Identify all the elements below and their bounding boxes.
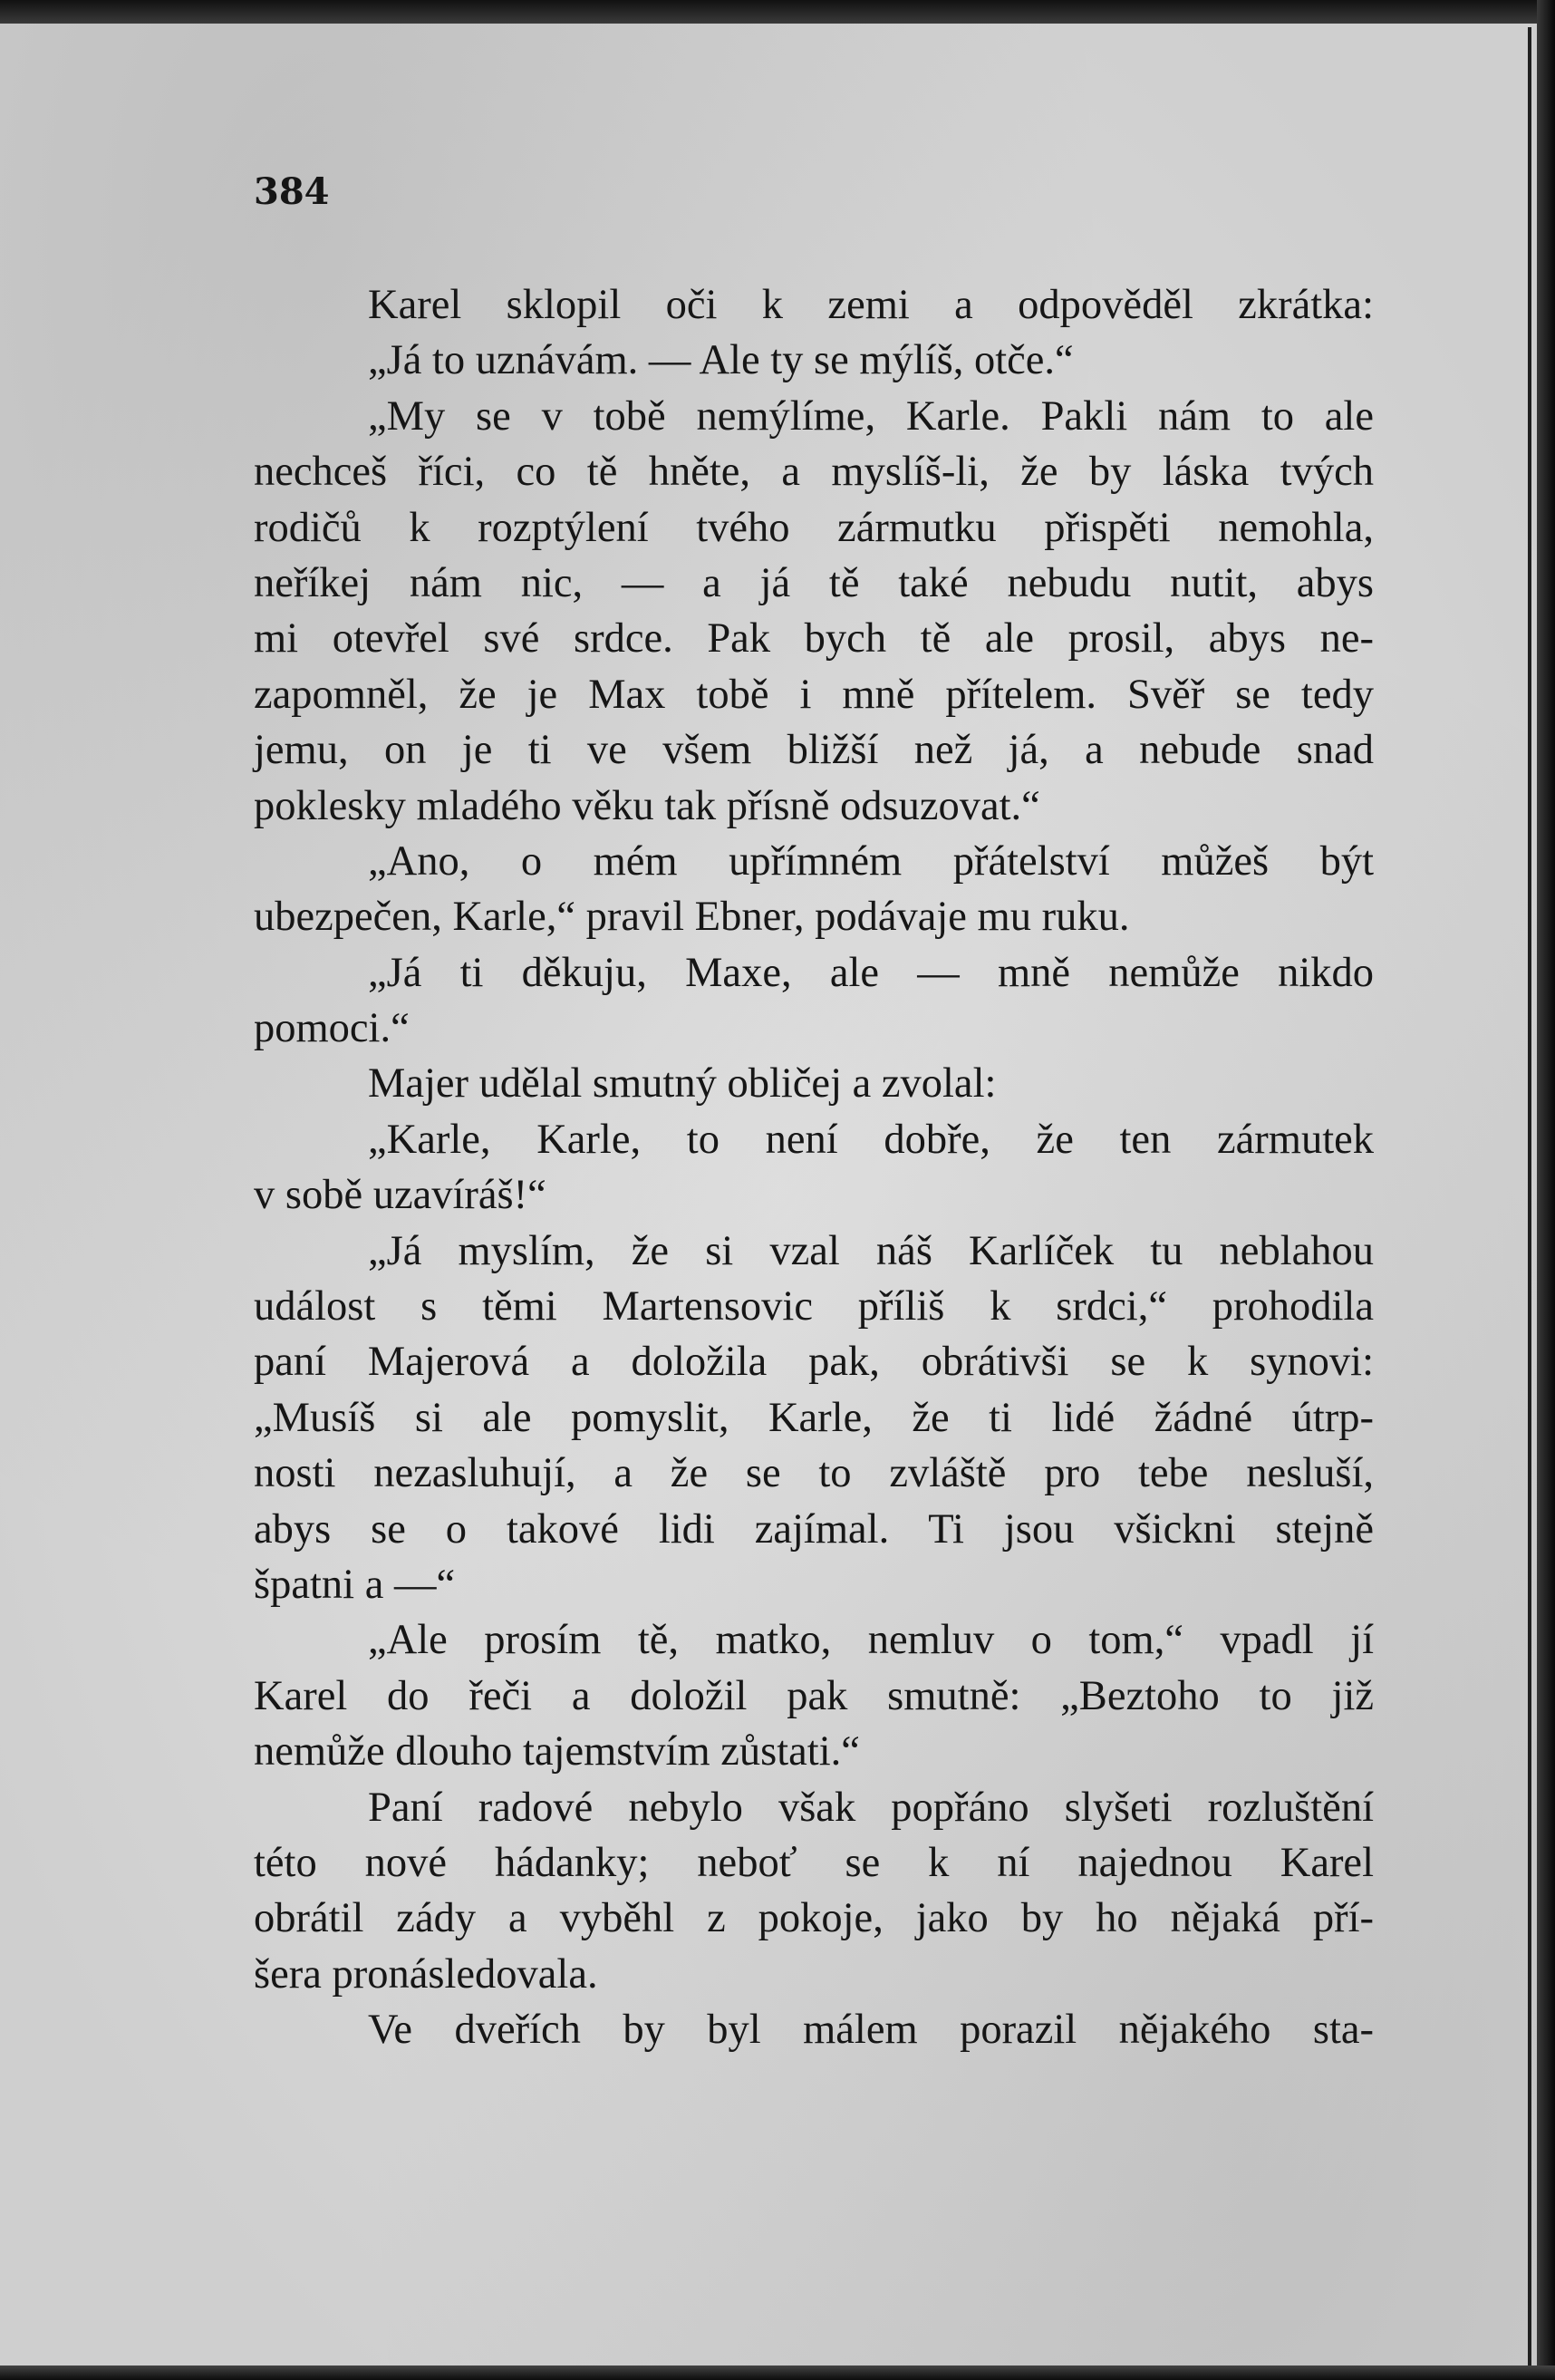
text-line: „Já to uznávám. — Ale ty se mýlíš, otče.“ (368, 337, 1074, 384)
text-line: abys se o takové lidi zajímal. Ti jsou všickni stejně (254, 1505, 1374, 1553)
text-line: nosti nezasluhují, a že se to zvláště pro tebe nesluší, (254, 1450, 1374, 1497)
text-line: zapomněl, že je Max tobě i mně přítelem. Svěř se tedy (254, 671, 1374, 718)
text-line: „Karle, Karle, to není dobře, že ten zármutek (368, 1116, 1374, 1163)
text-line: neříkej nám nic, — a já tě také nebudu nutit, abys (254, 559, 1374, 606)
text-line: „Musíš si ale pomyslit, Karle, že ti lidé žádné útrp- (254, 1394, 1374, 1441)
text-line: špatni a —“ (254, 1561, 456, 1608)
page-number: 384 (254, 170, 330, 213)
text-line: Karel sklopil oči k zemi a odpověděl zkrátka: (368, 282, 1374, 328)
text-line: „Já myslím, že si vzal náš Karlíček tu neblahou (368, 1227, 1374, 1274)
text-line: jemu, on je ti ve všem bližší než já, a nebude snad (254, 727, 1374, 774)
text-line: „Ano, o mém upřímném přátelství můžeš být (368, 837, 1374, 885)
text-line: Majer udělal smutný obličej a zvolal: (368, 1060, 997, 1108)
text-line: v sobě uzavíráš!“ (254, 1172, 546, 1219)
text-line: Paní radové nebylo však popřáno slyšeti rozluštění (368, 1784, 1374, 1831)
text-line: „Já ti děkuju, Maxe, ale — mně nemůže nikdo (368, 949, 1374, 996)
scan-right-edge (1537, 0, 1555, 2380)
text-line: pomoci.“ (254, 1005, 410, 1052)
text-line: Ve dveřích by byl málem porazil nějakého sta- (368, 2007, 1374, 2054)
page-edge-rule (1528, 27, 1531, 2365)
body-text (254, 277, 1374, 2058)
text-line: „Ale prosím tě, matko, nemluv o tom,“ vpadl jí (368, 1617, 1374, 1664)
text-line: šera pronásledovala. (254, 1950, 598, 1998)
text-line: této nové hádanky; neboť se k ní najednou Karel (254, 1839, 1374, 1886)
text-line: rodičů k rozptýlení tvého zármutku přispěti nemohla, (254, 504, 1374, 551)
text-line: nechceš říci, co tě hněte, a myslíš-li, že by láska tvých (254, 449, 1374, 496)
text-line: nemůže dlouho tajemstvím zůstati.“ (254, 1728, 860, 1775)
text-line: událost s těmi Martensovic příliš k srdci,“ prohodila (254, 1283, 1374, 1330)
text-line: mi otevřel své srdce. Pak bych tě ale prosil, abys ne- (254, 615, 1374, 663)
text-line: ubezpečen, Karle,“ pravil Ebner, podávaje mu ruku. (254, 894, 1130, 941)
text-line: „My se v tobě nemýlíme, Karle. Pakli nám to ale (368, 392, 1374, 440)
text-line: obrátil zády a vyběhl z pokoje, jako by ho nějaká pří- (254, 1895, 1374, 1942)
scan-bottom-edge (0, 2365, 1555, 2380)
text-line: poklesky mladého věku tak přísně odsuzovat.“ (254, 782, 1040, 829)
text-line: Karel do řeči a doložil pak smutně: „Beztoho to již (254, 1672, 1374, 1719)
scan-top-edge (0, 0, 1555, 24)
text-line: paní Majerová a doložila pak, obrátivši se k synovi: (254, 1339, 1374, 1386)
